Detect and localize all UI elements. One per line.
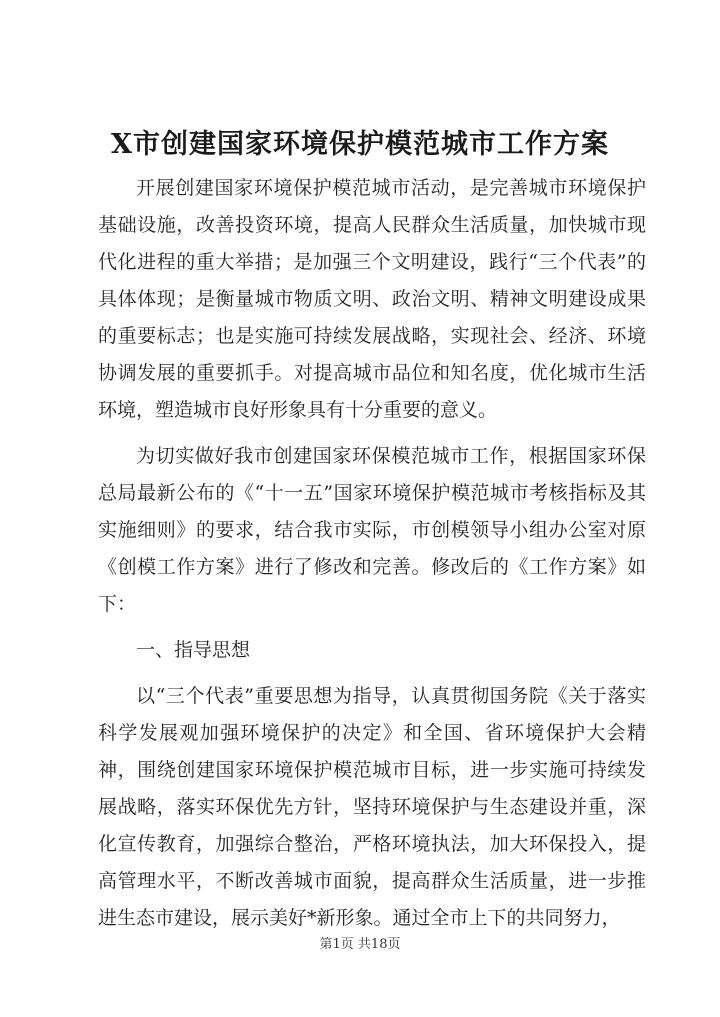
body-paragraph-intro: 开展创建国家环境保护模范城市活动，是完善城市环境保护基础设施，改善投资环境，提高人民群众生活质量，加快城市现代化进程的重大举措；是加强三个文明建设，践行“三个代表”的具体体现；是衡量城市物质文明、政治文明、精神文明建设成果的重要标志；也是实施可持续发展战略，实现社会、经济、环境协调发展的重要抓手。对提高城市品位和知名度，优化城市生活环境，塑造城市良好形象具有十分重要的意义。: [98, 177, 646, 421]
page-number-footer: 第1页 共18页: [319, 937, 401, 952]
body-paragraph-guiding-ideology: 以“三个代表”重要思想为指导，认真贯彻国务院《关于落实科学发展观加强环境保护的决定》和全国、省环境保护大会精神，围绕创建国家环境保护模范城市目标，进一步实施可持续发展战略，落实环保优先方针，坚持环境保护与生态建设并重，深化宣传教育，加强综合整治，严格环境执法，加大环保投入，提高管理水平，不断改善城市面貌，提高群众生活质量，进一步推进生态市建设，展示美好*新形象。通过全市上下的共同努力，: [98, 685, 646, 929]
document-body: [98, 170, 646, 937]
section-heading-guiding-ideology: 一、指导思想: [136, 639, 251, 661]
document-title: X市创建国家环境保护模范城市工作方案: [111, 129, 609, 160]
body-paragraph-purpose: 为切实做好我市创建国家环保模范城市工作，根据国家环保总局最新公布的《“十一五”国家环境保护模范城市考核指标及其实施细则》的要求，结合我市实际，市创模领导小组办公室对原《创模工作方案》进行了修改和完善。修改后的《工作方案》如下：: [98, 445, 646, 615]
